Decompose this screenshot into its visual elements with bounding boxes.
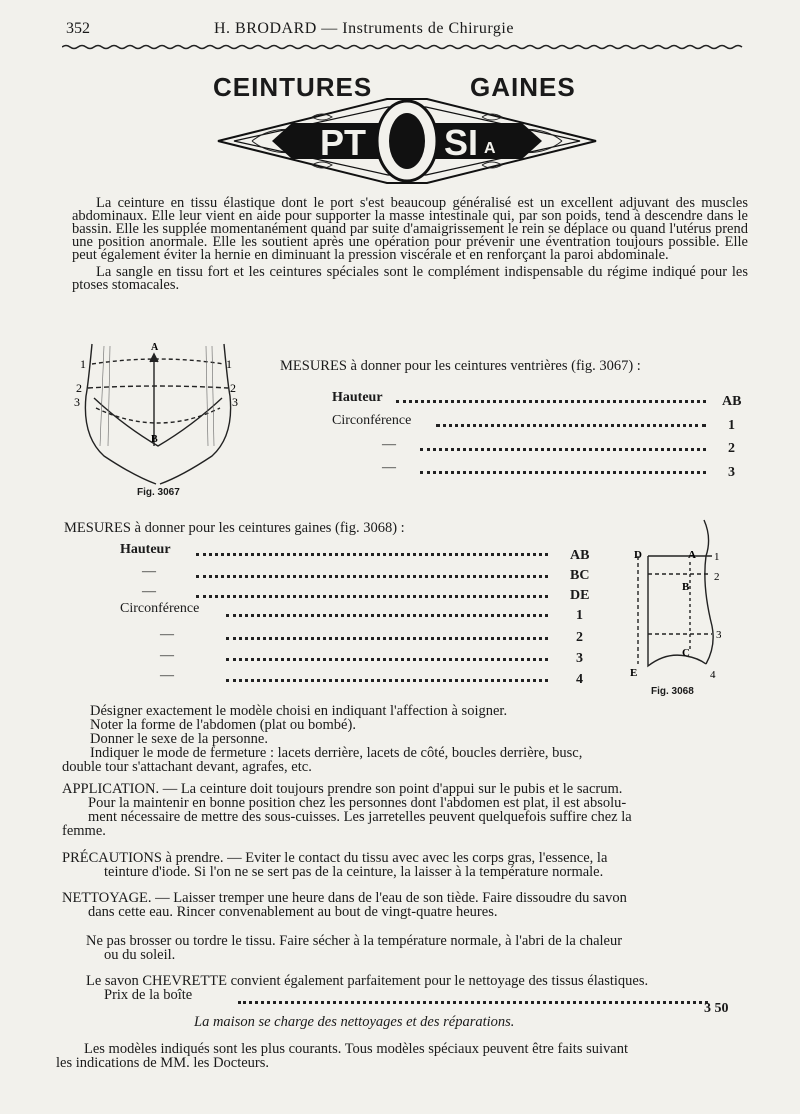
gaines-row-label: — — [160, 668, 174, 683]
leader-dots — [238, 1001, 708, 1004]
fig-3067-caption: Fig. 3067 — [137, 487, 180, 498]
fig3067-label-2-right: 2 — [230, 381, 236, 395]
ventrieres-row-label: Hauteur — [332, 390, 383, 405]
footer-line: Les modèles indiqués sont les plus courants. Tous modèles spéciaux peuvent être faits suivant — [84, 1041, 628, 1057]
ventrieres-row-code: 2 — [728, 441, 735, 456]
footer-line: les indications de MM. les Docteurs. — [56, 1055, 270, 1071]
fig3067-label-b: B — [151, 434, 158, 445]
gaines-row-code: 3 — [576, 651, 583, 666]
brand-gaines: GAINES — [470, 72, 576, 102]
precautions-line: teinture d'iode. Si l'on ne se sert pas de la ceinture, la laisser à la température normale. — [104, 864, 604, 880]
running-title: H. BRODARD — Instruments de Chirurgie — [214, 20, 514, 37]
instruction-line: Désigner exactement le modèle choisi en indiquant l'affection à soigner. — [90, 703, 508, 719]
leader-dots — [226, 679, 548, 682]
leader-dots — [226, 658, 548, 661]
gaines-row-code: 4 — [576, 672, 583, 687]
fig-3067-drawing — [74, 326, 242, 486]
fig3068-label-a: A — [688, 549, 696, 561]
nettoyage-line: Ne pas brosser ou tordre le tissu. Faire sécher à la température normale, à l'abri de la chaleur — [86, 933, 623, 949]
leader-dots — [196, 553, 548, 556]
fig3068-label-d: D — [634, 549, 642, 561]
svg-text:SI: SI — [444, 122, 479, 163]
intro-paragraphs — [72, 197, 748, 292]
leader-dots — [396, 400, 706, 403]
ptosia-logo — [212, 95, 602, 187]
nettoyage-line: dans cette eau. Rincer convenablement au bout de vingt-quatre heures. — [88, 904, 498, 920]
brand-ceintures: CEINTURES — [213, 72, 373, 102]
fig3067-label-1-right: 1 — [226, 357, 232, 371]
logo-a-letter: A — [484, 140, 496, 157]
ventrieres-heading: MESURES à donner pour les ceintures ventrières (fig. 3067) : — [280, 358, 641, 374]
gaines-row-code: 1 — [576, 608, 583, 623]
header-rule — [62, 44, 748, 50]
fig3068-label-1: 1 — [714, 551, 720, 563]
gaines-row-label: — — [142, 584, 156, 599]
fig3067-label-3-left: 3 — [74, 395, 80, 409]
intro-paragraph-2: La sangle en tissu fort et les ceintures spéciales sont le complément indispensable du régime indiqué pour les ptoses stomacales. — [72, 264, 748, 293]
nettoyage-line: NETTOYAGE. — Laisser tremper une heure dans de l'eau de son tiède. Faire dissoudre du savon — [62, 890, 627, 906]
application-line: femme. — [62, 823, 106, 839]
fig3067-label-a: A — [151, 342, 159, 353]
leader-dots — [196, 575, 548, 578]
nettoyage-line: Le savon CHEVRETTE convient également parfaitement pour le nettoyage des tissus élastiques. — [86, 973, 649, 989]
gaines-row-code: BC — [570, 568, 590, 583]
ventrieres-row-code: 3 — [728, 465, 735, 480]
fig3067-label-2-left: 2 — [76, 381, 82, 395]
fig3068-label-c: C — [682, 647, 690, 659]
gaines-row-label: Circonférence — [120, 601, 200, 616]
price-label: Prix de la boîte — [104, 987, 193, 1003]
fig3068-label-3: 3 — [716, 629, 722, 641]
leader-dots — [436, 424, 706, 427]
nettoyage-line: ou du soleil. — [104, 947, 176, 963]
gaines-row-code: DE — [570, 588, 590, 603]
leader-dots — [226, 637, 548, 640]
precautions-line: PRÉCAUTIONS à prendre. — Eviter le contact du tissu avec avec les corps gras, l'essence, la — [62, 850, 608, 866]
gaines-row-label: — — [142, 564, 156, 579]
fig3068-label-4: 4 — [710, 669, 716, 681]
application-line: Pour la maintenir en bonne position chez les personnes dont l'abdomen est plat, il est absolu- — [88, 795, 627, 811]
gaines-row-code: AB — [570, 548, 590, 563]
ventrieres-row-label: — — [382, 437, 396, 452]
ventrieres-row-code: 1 — [728, 418, 735, 433]
price-value: 3 50 — [704, 1001, 729, 1016]
fig-3068-caption: Fig. 3068 — [651, 686, 694, 697]
leader-dots — [226, 614, 548, 617]
leader-dots — [420, 471, 706, 474]
gaines-row-label: — — [160, 648, 174, 663]
gaines-row-label: Hauteur — [120, 542, 171, 557]
ventrieres-row-label: — — [382, 460, 396, 475]
leader-dots — [420, 448, 706, 451]
gaines-row-code: 2 — [576, 630, 583, 645]
ventrieres-row-label: Circonférence — [332, 413, 412, 428]
fig3068-label-b: B — [682, 581, 690, 593]
svg-text:PT: PT — [320, 122, 367, 163]
gaines-row-label: — — [160, 627, 174, 642]
application-line: ment nécessaire de mettre des sous-cuisses. Les jarretelles peuvent quelquefois suffire chez la — [88, 809, 632, 825]
page-number: 352 — [66, 20, 90, 37]
fig3068-label-e: E — [630, 667, 638, 679]
fig-3068-drawing — [626, 516, 726, 688]
instruction-line: Indiquer le mode de fermeture : lacets derrière, lacets de côté, boucles derrière, busc, — [90, 745, 583, 761]
fig3067-label-1-left: 1 — [80, 357, 86, 371]
gaines-heading: MESURES à donner pour les ceintures gaines (fig. 3068) : — [64, 520, 405, 536]
instruction-line: Noter la forme de l'abdomen (plat ou bombé). — [90, 717, 356, 733]
page-header — [66, 20, 746, 42]
fig3068-label-2: 2 — [714, 571, 720, 583]
application-line: APPLICATION. — La ceinture doit toujours prendre son point d'appui sur le pubis et le sacrum. — [62, 781, 623, 797]
instruction-line: double tour s'attachant devant, agrafes, etc. — [62, 759, 312, 775]
instruction-line: Donner le sexe de la personne. — [90, 731, 268, 747]
fig3067-label-3-right: 3 — [232, 395, 238, 409]
ventrieres-row-code: AB — [722, 394, 742, 409]
intro-paragraph-1: La ceinture en tissu élastique dont le port s'est beaucoup généralisé est un excellent adjuvant des muscles abdominaux. Elle leur vient en aide pour supporter la masse intestinale qui, par son poids, tend à descendre dans le bassin. Elle les supplée momentanément quand par suite d'amaigrissement le rein se déplace ou quand l'utérus prend une position anormale. Elle les soutient après une opération pour prévenir une éventration toujours possible. Elle peut également éviter la hernie en diminuant la pression viscérale et en renforçant la paroi abdominale. — [72, 195, 748, 263]
repairs-note: La maison se charge des nettoyages et des réparations. — [194, 1014, 515, 1030]
leader-dots — [196, 595, 548, 598]
